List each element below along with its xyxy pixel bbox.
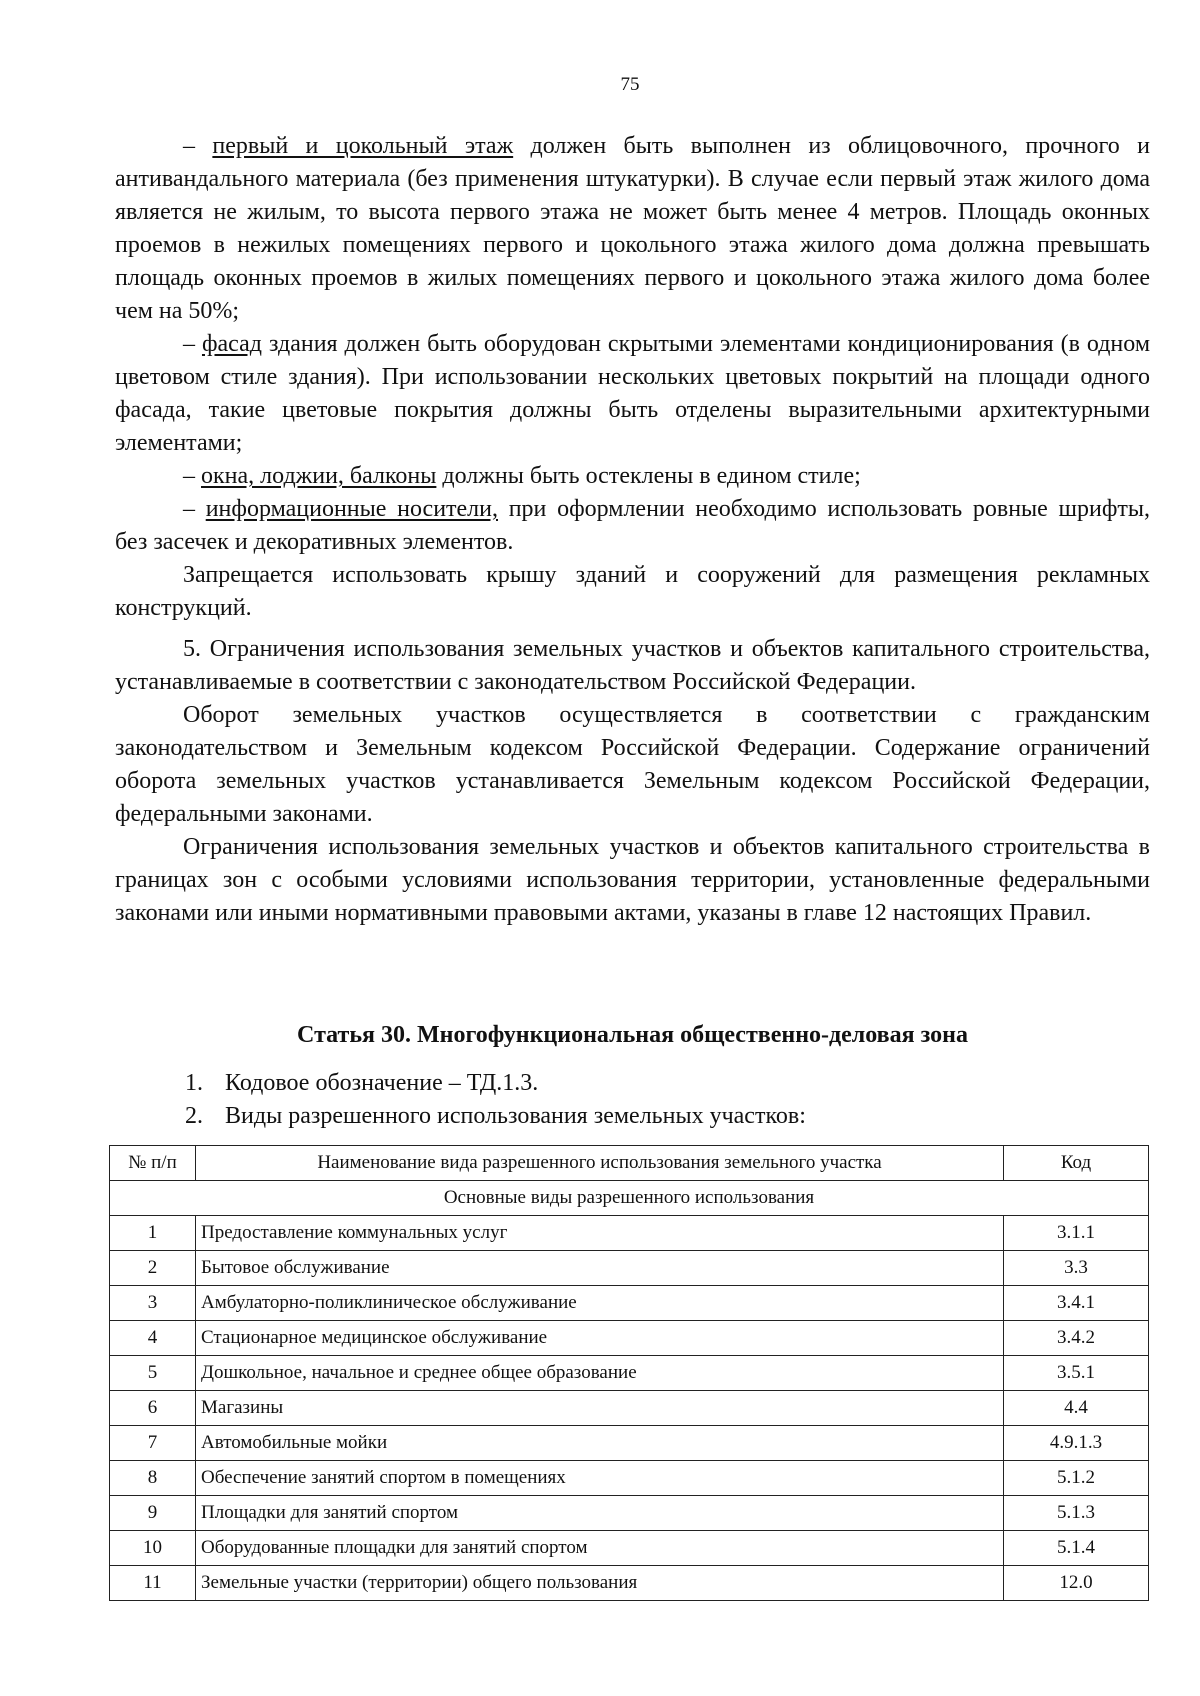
row-name: Дошкольное, начальное и среднее общее образование bbox=[196, 1356, 1004, 1391]
row-name: Оборудованные площадки для занятий спортом bbox=[196, 1531, 1004, 1566]
table-row bbox=[110, 1216, 1149, 1251]
row-code: 4.4 bbox=[1004, 1391, 1149, 1426]
dash: – bbox=[183, 463, 201, 489]
table-row bbox=[110, 1391, 1149, 1426]
table-row bbox=[110, 1566, 1149, 1601]
list-item-text: Виды разрешенного использования земельных участков: bbox=[225, 1103, 806, 1129]
row-code: 3.3 bbox=[1004, 1251, 1149, 1286]
article-heading: Статья 30. Многофункциональная общественно-деловая зона bbox=[297, 1022, 968, 1048]
page-number: 75 bbox=[620, 74, 640, 95]
table-row bbox=[110, 1426, 1149, 1461]
section-title: Основные виды разрешенного использования bbox=[110, 1181, 1149, 1216]
paragraph-restrictions: 5. Ограничения использования земельных участков и объектов капитального строительства, устанавливаемые в соответствии с законодательством Российской Федерации. bbox=[115, 636, 1150, 695]
row-number: 2 bbox=[110, 1251, 196, 1286]
header-code: Код bbox=[1004, 1146, 1149, 1181]
row-number: 10 bbox=[110, 1531, 196, 1566]
row-number: 9 bbox=[110, 1496, 196, 1531]
row-name: Стационарное медицинское обслуживание bbox=[196, 1321, 1004, 1356]
row-number: 1 bbox=[110, 1216, 196, 1251]
list-item-number: 2. bbox=[185, 1103, 203, 1129]
list-item-number: 1. bbox=[185, 1070, 203, 1096]
paragraph-text: при оформлении необходимо использовать ровные шрифты, без засечек и декоративных элементов. bbox=[115, 496, 1151, 555]
row-number: 7 bbox=[110, 1426, 196, 1461]
row-name: Автомобильные мойки bbox=[196, 1426, 1004, 1461]
table-row bbox=[110, 1496, 1149, 1531]
list-item bbox=[185, 1070, 538, 1097]
row-number: 8 bbox=[110, 1461, 196, 1496]
paragraph-zone-restrictions: Ограничения использования земельных участков и объектов капитального строительства в границах зон с особыми условиями использования территории, установленные федеральными законами или иными нормативными правовыми актами, указаны в главе 12 настоящих Правил. bbox=[115, 834, 1150, 926]
table-row bbox=[110, 1531, 1149, 1566]
table-row bbox=[110, 1251, 1149, 1286]
row-code: 3.4.2 bbox=[1004, 1321, 1149, 1356]
row-name: Бытовое обслуживание bbox=[196, 1251, 1004, 1286]
row-code: 5.1.3 bbox=[1004, 1496, 1149, 1531]
row-code: 3.5.1 bbox=[1004, 1356, 1149, 1391]
row-number: 4 bbox=[110, 1321, 196, 1356]
row-code: 5.1.4 bbox=[1004, 1531, 1149, 1566]
row-name: Амбулаторно-поликлиническое обслуживание bbox=[196, 1286, 1004, 1321]
row-code: 4.9.1.3 bbox=[1004, 1426, 1149, 1461]
land-use-table bbox=[109, 1145, 1149, 1601]
table-row bbox=[110, 1356, 1149, 1391]
row-code: 12.0 bbox=[1004, 1566, 1149, 1601]
paragraph-land-turnover: Оборот земельных участков осуществляется в соответствии с гражданским законодательством и Земельным кодексом Российской Федерации. Содержание ограничений оборота земельных участков устанавливается Земельным кодексом Российской Федерации, федеральными законами. bbox=[115, 702, 1150, 827]
row-name: Земельные участки (территории) общего пользования bbox=[196, 1566, 1004, 1601]
row-number: 5 bbox=[110, 1356, 196, 1391]
table-row bbox=[110, 1461, 1149, 1496]
paragraph-ground-floor bbox=[115, 130, 1150, 328]
list-item-text: Кодовое обозначение – ТД.1.3. bbox=[225, 1070, 539, 1096]
dash: – bbox=[183, 133, 213, 159]
body-text bbox=[115, 130, 1150, 930]
row-number: 3 bbox=[110, 1286, 196, 1321]
table-section-row bbox=[110, 1181, 1149, 1216]
row-name: Площадки для занятий спортом bbox=[196, 1496, 1004, 1531]
row-name: Предоставление коммунальных услуг bbox=[196, 1216, 1004, 1251]
paragraph-text: должны быть остеклены в едином стиле; bbox=[436, 463, 861, 489]
paragraph-text: здания должен быть оборудован скрытыми элементами кондиционирования (в одном цветовом стиле здания). При использовании нескольких цветовых покрытий на площади одного фасада, такие цветовые покрытия должны быть отделены выразительными архитектурными элементами; bbox=[115, 331, 1151, 456]
paragraph-roof-ban: Запрещается использовать крышу зданий и сооружений для размещения рекламных конструкций. bbox=[115, 562, 1150, 621]
row-name: Магазины bbox=[196, 1391, 1004, 1426]
term-facade: фасад bbox=[201, 331, 262, 357]
table-header-row bbox=[110, 1146, 1149, 1181]
row-name: Обеспечение занятий спортом в помещениях bbox=[196, 1461, 1004, 1496]
row-number: 6 bbox=[110, 1391, 196, 1426]
table-row bbox=[110, 1321, 1149, 1356]
dash: – bbox=[183, 331, 202, 357]
row-code: 3.4.1 bbox=[1004, 1286, 1149, 1321]
paragraph-text: должен быть выполнен из облицовочного, прочного и антивандального материала (без применения штукатурки). В случае если первый этаж жилого дома является не жилым, то высота первого этажа не может быть менее 4 метров. Площадь оконных проемов в нежилых помещениях первого и цокольного этажа жилого дома должна превышать площадь оконных проемов в жилых помещениях первого и цокольного этажа жилого дома более чем на 50%; bbox=[115, 133, 1150, 324]
term-info-carriers: информационные носители, bbox=[205, 496, 498, 522]
row-number: 11 bbox=[110, 1566, 196, 1601]
row-code: 5.1.2 bbox=[1004, 1461, 1149, 1496]
paragraph-info-carriers bbox=[115, 493, 1150, 559]
table-row bbox=[110, 1286, 1149, 1321]
term-ground-floor: первый и цокольный этаж bbox=[212, 133, 514, 159]
dash: – bbox=[183, 496, 206, 522]
row-code: 3.1.1 bbox=[1004, 1216, 1149, 1251]
header-number: № п/п bbox=[110, 1146, 196, 1181]
paragraph-windows bbox=[115, 460, 1150, 493]
paragraph-facade bbox=[115, 328, 1150, 460]
term-windows: окна, лоджии, балконы bbox=[201, 463, 437, 489]
list-item bbox=[185, 1103, 806, 1130]
header-name: Наименование вида разрешенного использования земельного участка bbox=[196, 1146, 1004, 1181]
